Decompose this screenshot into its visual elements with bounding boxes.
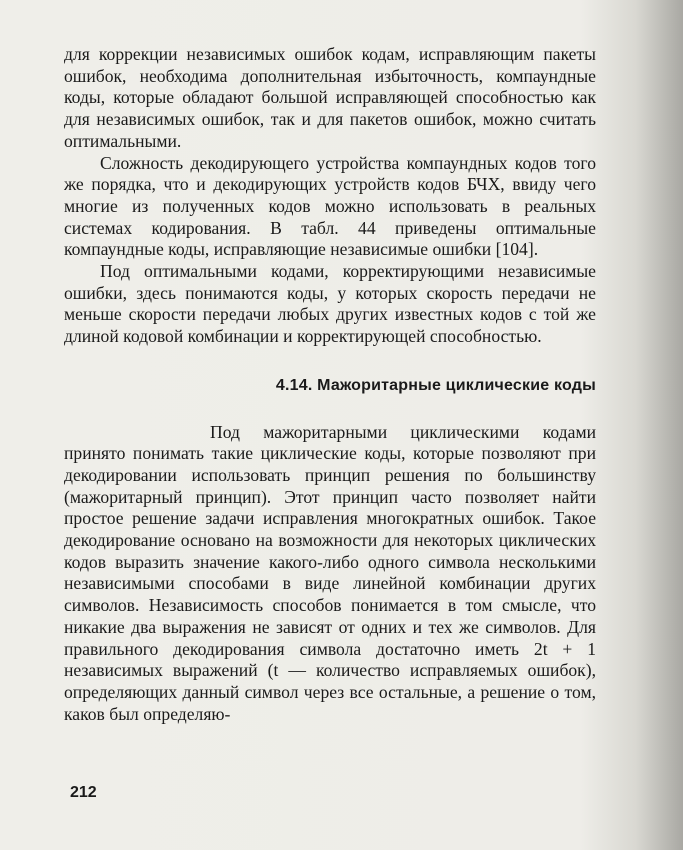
page-text bbox=[64, 44, 596, 725]
section-heading: 4.14. Мажоритарные циклические коды bbox=[275, 376, 596, 394]
page-number: 212 bbox=[70, 784, 97, 801]
paragraph-3: Под оптимальными кодами, корректирующими независимые ошибки, здесь понимаются коды, у которых скорость передачи не меньше скорости передачи любых других известных кодов с той же длиной кодовой комбинации и корректирующей способностью. bbox=[64, 261, 596, 347]
paragraph-2: Сложность декодирующего устройства компаундных кодов того же порядка, что и декодирующих устройств кодов БЧХ, ввиду чего многие из полученных кодов можно использовать в реальных системах кодирования. В табл. 44 приведены оптимальные компаундные коды, исправляющие независимые ошибки [104]. bbox=[64, 152, 596, 260]
paragraph-1: для коррекции независимых ошибок кодам, исправляющим пакеты ошибок, необходима дополнительная избыточность, компаундные коды, которые обладают большой исправляющей способностью как для независимых ошибок, так и для пакетов ошибок, можно считать оптимальными. bbox=[64, 44, 596, 151]
section-paragraph: Под мажоритарными циклическими кодами принято понимать такие циклические коды, которые позволяют при декодировании использовать принцип решения по большинству (мажоритарный принцип). Этот принцип часто позволяет найти простое решение задачи исправления многократных ошибок. Такое декодирование основано на возможности для некоторых циклических кодов выразить значение какого-либо одного символа несколькими независимыми способами в виде линейной комбинации других символов. Независимость способов понимается в том смысле, что никакие два выражения не зависят от одних и тех же символов. Для правильного декодирования символа достаточно иметь 2t + 1 независимых выражений (t — количество исправляемых ошибок), определяющих данный символ через все остальные, а решение о том, каков был определяю- bbox=[64, 421, 596, 724]
